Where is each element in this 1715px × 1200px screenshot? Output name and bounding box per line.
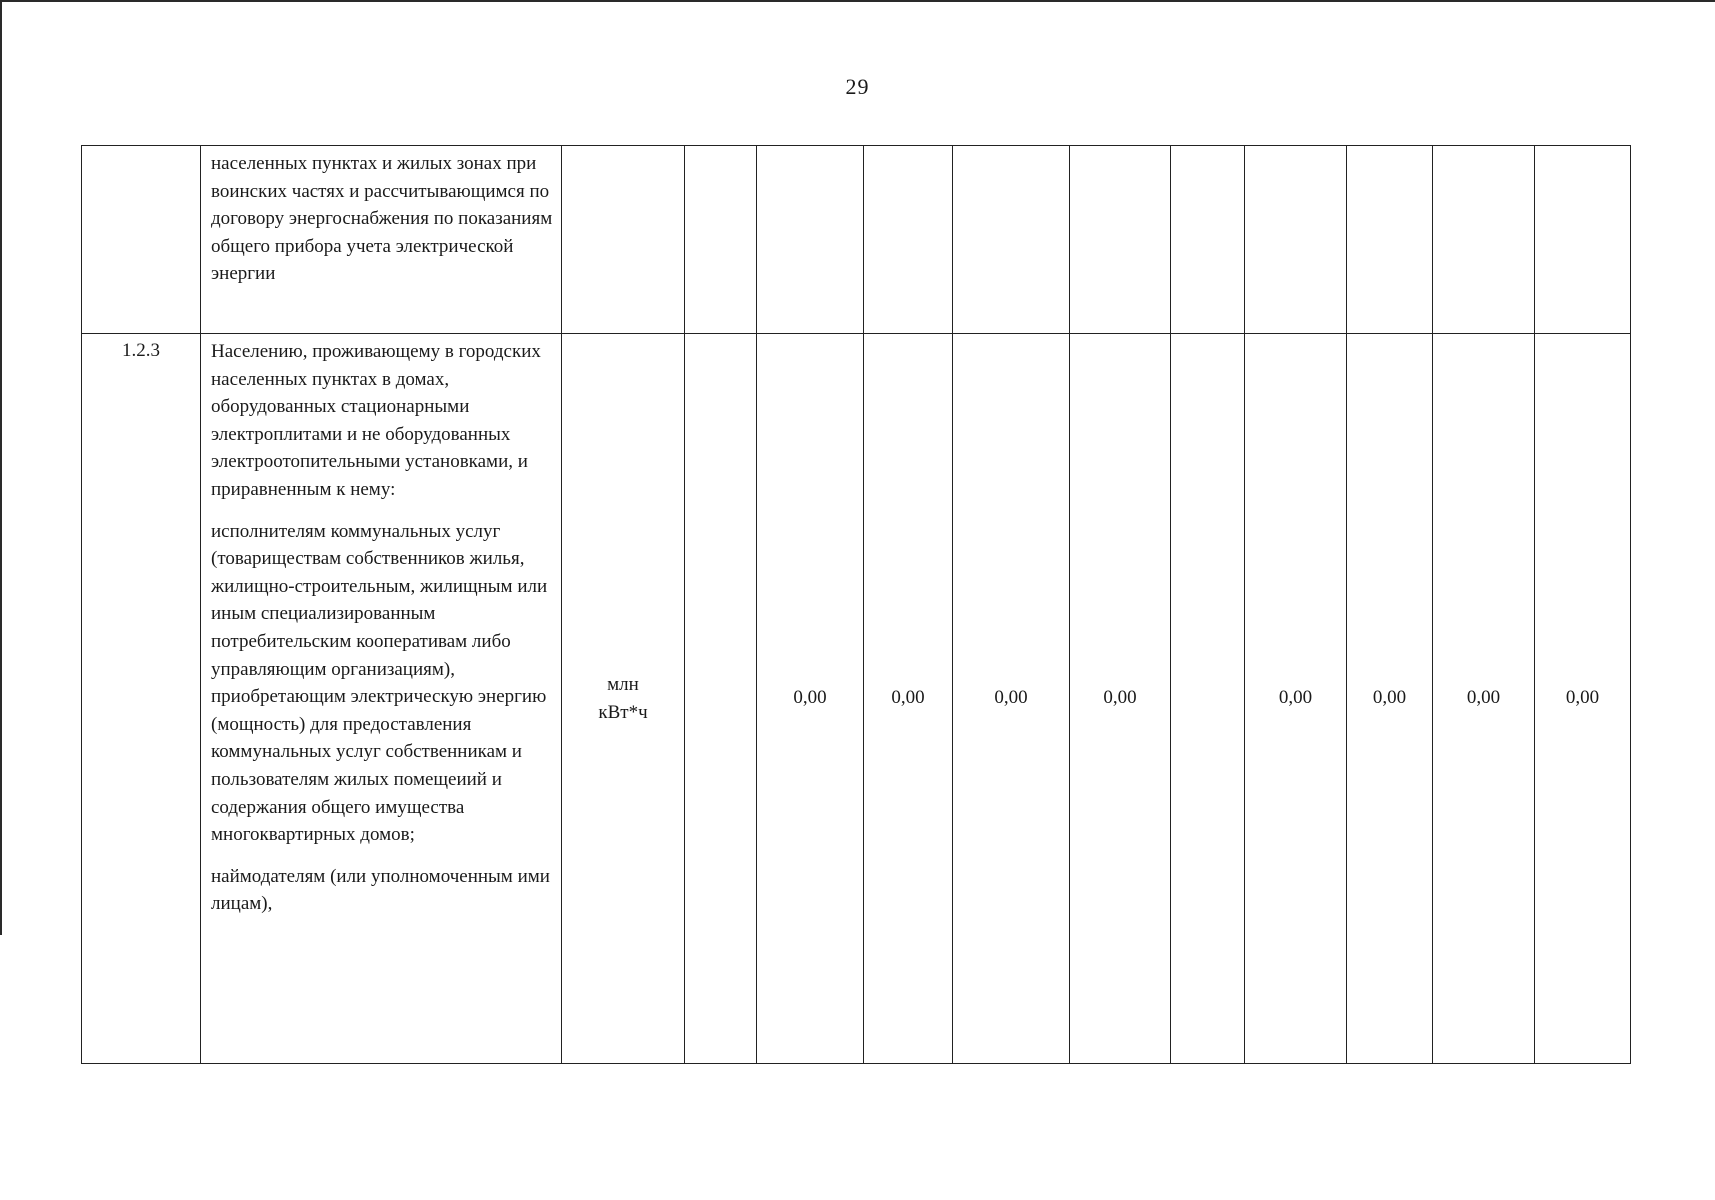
value-cell [685,334,757,1064]
value-cell: 0,00 [757,334,864,1064]
value-cell: 0,00 [1347,334,1433,1064]
value-cell [1070,146,1171,334]
value-cell [953,146,1070,334]
value-cell [1171,334,1245,1064]
value-cell [1433,146,1535,334]
value-cell [864,146,953,334]
unit-cell [562,334,685,1064]
value-cell [1535,146,1631,334]
page-number: 29 [845,74,870,99]
row-description-cell [201,146,562,334]
value-cell: 0,00 [1535,334,1631,1064]
value-cell [685,146,757,334]
page-top-rule [0,0,1715,2]
tariff-table [81,145,1631,1064]
value-cell [1347,146,1433,334]
value-cell [757,146,864,334]
table-row-1-2-3 [82,334,1631,1064]
value-cell: 0,00 [1433,334,1535,1064]
row-number-cell [82,146,201,334]
page-left-rule [0,0,2,935]
value-cell: 0,00 [953,334,1070,1064]
table-row-continuation [82,146,1631,334]
unit-cell [562,146,685,334]
unit-label: млн [607,673,639,695]
value-cell [1245,146,1347,334]
description-paragraph: исполнителям коммунальных услуг (товариществам собственников жилья, жилищно-строительным, жилищным или иным специализированным потребительским кооперативам либо управляющим организациям), приобретающим электрическую энергию (мощность) для предоставления коммунальных услуг собственникам и пользователям жилых помещеиий и содержания общего имущества многоквартирных домов; [211,520,548,846]
description-paragraph: наймодателям (или уполномоченным ими лицам), [211,865,550,915]
row-number-cell: 1.2.3 [82,334,201,1064]
unit-label: кВт*ч [598,701,648,723]
row-description-cell [201,334,562,1064]
value-cell: 0,00 [1070,334,1171,1064]
description-text: населенных пунктах и жилых зонах при воинских частях и рассчитывающимся по договору энергоснабжения по показаниям общего прибора учета электрической энергии [211,153,553,285]
value-cell: 0,00 [1245,334,1347,1064]
value-cell: 0,00 [864,334,953,1064]
description-paragraph: Населению, проживающему в городских населенных пунктах в домах, оборудованных стационарными электроплитами и не оборудованных электроотопительными установками, и приравненным к нему: [211,341,541,500]
value-cell [1171,146,1245,334]
